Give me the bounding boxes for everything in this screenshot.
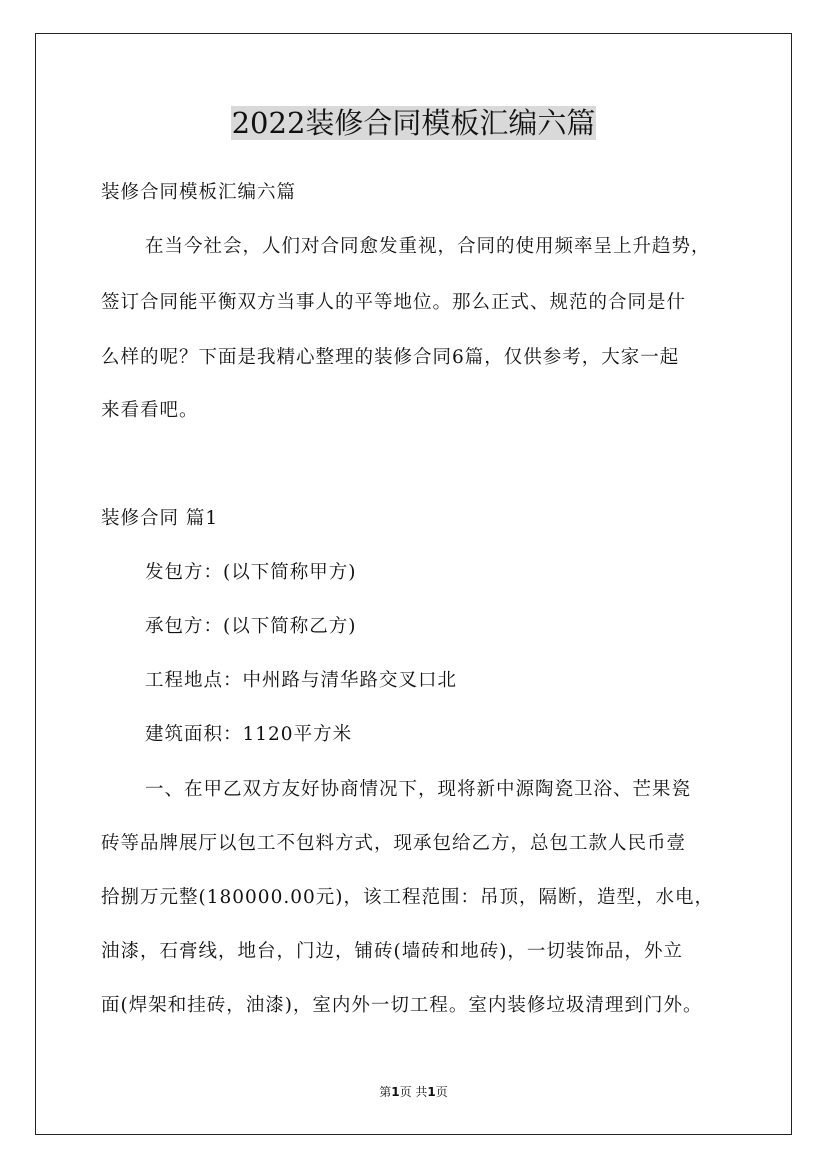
footer-page-suffix: 页 (435, 1085, 448, 1099)
clause-line: 油漆，石膏线，地台，门边，铺砖(墙砖和地砖)，一切装饰品，外立 (101, 941, 683, 962)
clause-line: 砖等品牌展厅以包工不包料方式，现承包给乙方，总包工款人民币壹 (101, 833, 687, 854)
document-title-text: 2022装修合同模板汇编六篇 (231, 106, 596, 140)
intro-line: 签订合同能平衡双方当事人的平等地位。那么正式、规范的合同是什 (101, 292, 687, 313)
footer-page-total: 1 (427, 1085, 436, 1099)
intro-line: 么样的呢？下面是我精心整理的装修合同6篇，仅供参考，大家一起 (101, 347, 680, 368)
section-heading: 装修合同 篇1 (101, 508, 219, 529)
footer-page-number: 1 (391, 1085, 400, 1099)
document-title (0, 103, 827, 143)
footer-page-prefix: 第 (379, 1085, 392, 1099)
employer-line: 发包方：(以下简称甲方) (145, 562, 357, 583)
subtitle: 装修合同模板汇编六篇 (101, 182, 297, 203)
page-footer (0, 1083, 827, 1101)
clause-line: 拾捌万元整(180000.00元)，该工程范围：吊顶，隔断，造型，水电， (101, 887, 714, 908)
contractor-line: 承包方：(以下简称乙方) (145, 616, 357, 637)
clause-line: 一、在甲乙双方友好协商情况下，现将新中源陶瓷卫浴、芒果瓷 (145, 779, 692, 800)
intro-line: 在当今社会，人们对合同愈发重视，合同的使用频率呈上升趋势， (145, 236, 711, 257)
site-line: 工程地点：中州路与清华路交叉口北 (145, 670, 458, 691)
intro-line: 来看看吧。 (101, 400, 199, 421)
clause-line: 面(焊架和挂砖，油漆)，室内外一切工程。室内装修垃圾清理到门外。 (101, 995, 703, 1016)
footer-page-mid: 页 共 (399, 1085, 428, 1099)
area-line: 建筑面积：1120平方米 (145, 724, 353, 745)
